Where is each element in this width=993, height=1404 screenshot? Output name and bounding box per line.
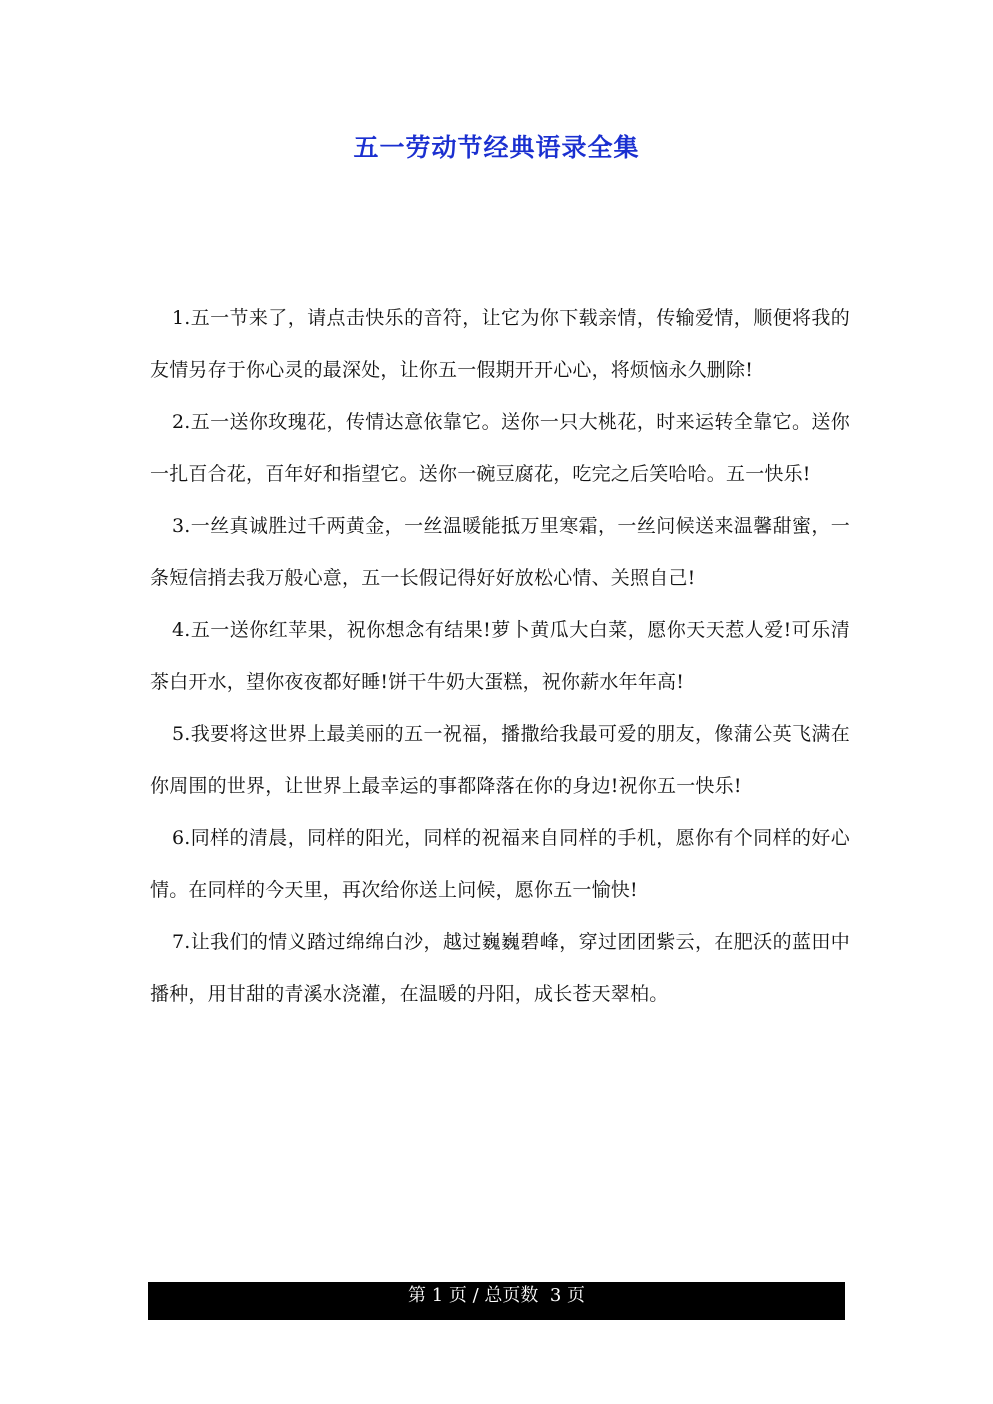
paragraph-2: 2.五一送你玫瑰花，传情达意依靠它。送你一只大桃花，时来运转全靠它。送你一扎百合花，百年好和指望它。送你一碗豆腐花，吃完之后笑哈哈。五一快乐! [150, 411, 850, 485]
paragraph-7: 7.让我们的情义踏过绵绵白沙，越过巍巍碧峰，穿过团团紫云，在肥沃的蓝田中播种，用甘甜的青溪水浇灌，在温暖的丹阳，成长苍天翠柏。 [150, 931, 850, 1005]
page-footer [148, 1282, 845, 1320]
paragraph-1: 1.五一节来了，请点击快乐的音符，让它为你下载亲情，传输爱情，顺便将我的友情另存于你心灵的最深处，让你五一假期开开心心，将烦恼永久删除! [150, 307, 850, 381]
paragraph-3: 3.一丝真诚胜过千两黄金，一丝温暖能抵万里寒霜，一丝问候送来温馨甜蜜，一条短信捎去我万般心意，五一长假记得好好放松心情、关照自己! [150, 515, 850, 589]
document-body [150, 292, 850, 1020]
paragraph-5: 5.我要将这世界上最美丽的五一祝福，播撒给我最可爱的朋友，像蒲公英飞满在你周围的世界，让世界上最幸运的事都降落在你的身边!祝你五一快乐! [150, 723, 850, 797]
paragraph-4: 4.五一送你红苹果，祝你想念有结果!萝卜黄瓜大白菜，愿你天天惹人爱!可乐清茶白开水，望你夜夜都好睡!饼干牛奶大蛋糕，祝你薪水年年高! [150, 619, 850, 693]
document-title: 五一劳动节经典语录全集 [353, 133, 640, 162]
page-number-label: 第 1 页 / 总页数 3 页 [407, 1285, 586, 1306]
paragraph-6: 6.同样的清晨，同样的阳光，同样的祝福来自同样的手机，愿你有个同样的好心情。在同样的今天里，再次给你送上问候，愿你五一愉快! [150, 827, 850, 901]
